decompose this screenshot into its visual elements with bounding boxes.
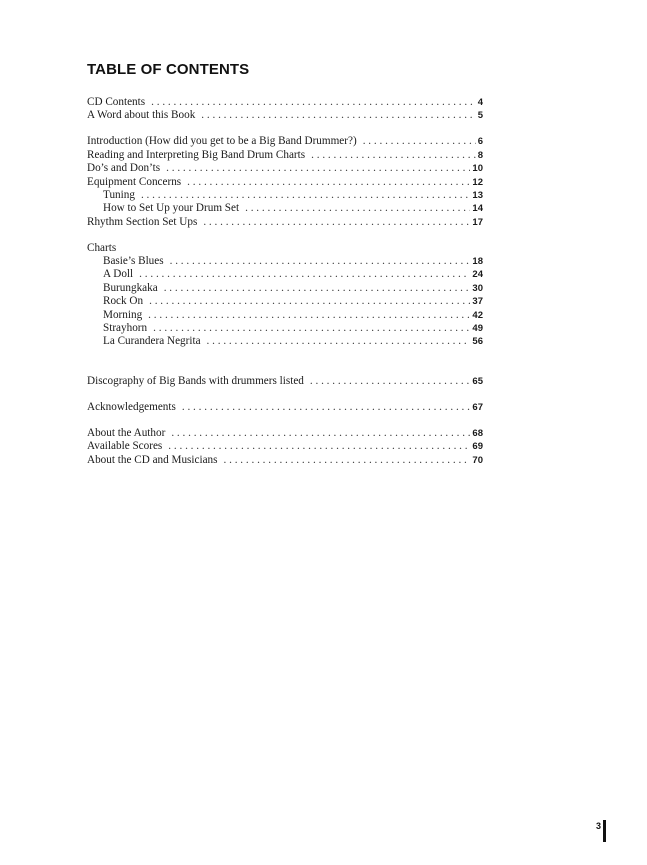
toc-entry-title: Acknowledgements <box>87 400 176 413</box>
toc-entry-morning[interactable] <box>87 309 483 322</box>
toc-entry-available-scores[interactable] <box>87 440 483 453</box>
toc-entry-page: 12 <box>472 176 483 188</box>
toc-entry-title: About the Author <box>87 426 166 439</box>
toc-entry-page: 70 <box>472 454 483 466</box>
folio-rule <box>603 820 606 842</box>
dot-leader <box>168 440 470 453</box>
toc-entry-title: Tuning <box>103 188 135 201</box>
toc-entry-basies-blues[interactable] <box>87 255 483 268</box>
toc-entry-title: Burungkaka <box>103 281 158 294</box>
toc-entry-title: La Curandera Negrita <box>103 335 201 348</box>
charts-heading: Charts <box>87 241 117 254</box>
dot-leader <box>170 255 471 268</box>
dot-leader <box>203 216 470 229</box>
toc-entry-title: How to Set Up your Drum Set <box>103 202 240 215</box>
toc-entry-page: 30 <box>472 282 483 294</box>
toc-entry-title: Rock On <box>103 295 144 308</box>
dot-leader <box>201 109 475 122</box>
toc-entry-dos-and-donts[interactable] <box>87 162 483 175</box>
toc-group-back-matter <box>87 427 483 467</box>
page-title: TABLE OF CONTENTS <box>87 61 250 78</box>
dot-leader <box>245 202 470 215</box>
toc-entry-page: 56 <box>472 336 483 348</box>
toc-entry-page: 10 <box>472 163 483 175</box>
toc-entry-title: Morning <box>103 308 143 321</box>
dot-leader <box>166 162 470 175</box>
toc-entry-title: Introduction (How did you get to be a Big Band Drummer?) <box>87 135 357 148</box>
dot-leader <box>164 282 471 295</box>
dot-leader <box>151 96 476 109</box>
toc-entry-page: 65 <box>472 375 483 387</box>
toc-entry-page: 42 <box>472 309 483 321</box>
dot-leader <box>171 427 470 440</box>
toc-entry-set-up-drum-set[interactable] <box>87 202 483 215</box>
toc-entry-page: 68 <box>472 427 483 439</box>
toc-entry-strayhorn[interactable] <box>87 322 483 335</box>
toc-entry-title: Do’s and Don’ts <box>87 162 161 175</box>
toc-entry-equipment-concerns[interactable] <box>87 176 483 189</box>
toc-entry-acknowledgements[interactable] <box>87 401 483 414</box>
dot-leader <box>141 189 470 202</box>
toc-entry-page: 14 <box>472 203 483 215</box>
toc-entry-about-the-author[interactable] <box>87 427 483 440</box>
toc-group-acknowledgements <box>87 401 483 414</box>
toc-entry-rock-on[interactable] <box>87 295 483 308</box>
toc-entry-rhythm-section[interactable] <box>87 216 483 229</box>
toc-entry-title: Rhythm Section Set Ups <box>87 215 198 228</box>
toc-entry-title: Strayhorn <box>103 322 148 335</box>
page-number: 3 <box>596 821 602 831</box>
toc-entry-reading-charts[interactable] <box>87 149 483 162</box>
toc-entry-title: Equipment Concerns <box>87 175 182 188</box>
toc-entry-page: 69 <box>472 441 483 453</box>
toc-entry-burungkaka[interactable] <box>87 282 483 295</box>
toc-entry-a-word-about-this-book[interactable] <box>87 109 483 122</box>
dot-leader <box>311 149 476 162</box>
toc-entry-title: CD Contents <box>87 96 146 108</box>
toc-entry-page: 8 <box>477 149 483 161</box>
dot-leader <box>207 335 471 348</box>
dot-leader <box>148 309 470 322</box>
toc-entry-page: 37 <box>472 296 483 308</box>
toc-entry-page: 67 <box>472 401 483 413</box>
toc-entry-page: 24 <box>472 269 483 281</box>
toc-group-charts <box>87 242 483 349</box>
toc-entry-introduction[interactable] <box>87 135 483 148</box>
table-of-contents <box>87 96 483 480</box>
dot-leader <box>139 268 470 281</box>
toc-entry-page: 17 <box>472 216 483 228</box>
dot-leader <box>182 401 471 414</box>
toc-entry-page: 18 <box>472 256 483 268</box>
toc-entry-a-doll[interactable] <box>87 268 483 281</box>
toc-entry-page: 6 <box>477 136 483 148</box>
toc-entry-title: About the CD and Musicians <box>87 453 218 466</box>
dot-leader <box>224 454 471 467</box>
toc-entry-tuning[interactable] <box>87 189 483 202</box>
toc-entry-about-the-cd[interactable] <box>87 454 483 467</box>
dot-leader <box>310 375 471 388</box>
toc-entry-page: 4 <box>477 97 483 108</box>
toc-entry-la-curandera-negrita[interactable] <box>87 335 483 348</box>
toc-entry-title: A Doll <box>103 268 134 281</box>
toc-entry-discography[interactable] <box>87 375 483 388</box>
toc-entry-title: A Word about this Book <box>87 109 196 122</box>
toc-entry-title: Available Scores <box>87 440 163 453</box>
toc-group-discography <box>87 375 483 388</box>
toc-entry-title: Basie’s Blues <box>103 255 164 268</box>
toc-group-main <box>87 135 483 229</box>
toc-entry-title: Discography of Big Bands with drummers listed <box>87 374 304 387</box>
toc-entry-title: Reading and Interpreting Big Band Drum Charts <box>87 148 306 161</box>
toc-entry-page: 5 <box>477 110 483 122</box>
dot-leader <box>149 295 470 308</box>
toc-group-front-matter <box>87 96 483 123</box>
dot-leader <box>363 135 476 148</box>
toc-entry-page: 13 <box>472 189 483 201</box>
toc-entry-page: 49 <box>472 323 483 335</box>
dot-leader <box>153 322 470 335</box>
toc-entry-cd-contents[interactable] <box>87 96 483 109</box>
dot-leader <box>187 176 470 189</box>
